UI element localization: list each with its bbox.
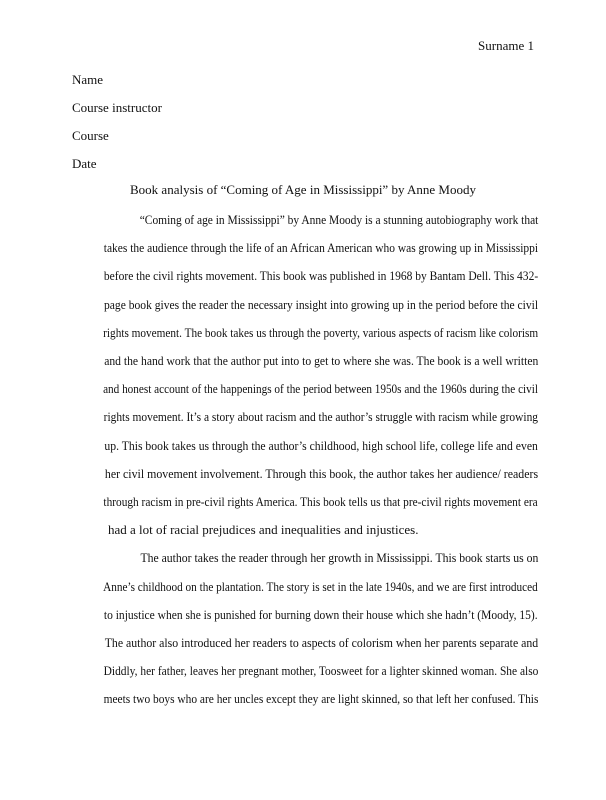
paragraph-line: and the hand work that the author put into to get to where she was. The book is a well written xyxy=(104,353,539,369)
essay-title: Book analysis of “Coming of Age in Mississippi” by Anne Moody xyxy=(130,182,476,197)
paragraph-line: page book gives the reader the necessary insight into growing up in the period before the civil xyxy=(104,296,539,312)
paragraph-1 xyxy=(72,206,538,544)
paragraph-line: had a lot of racial prejudices and inequalities and injustices. xyxy=(108,522,419,538)
paragraph-line: meets two boys who are her uncles except they are light skinned, so that left her confused. This xyxy=(103,691,539,707)
paragraph-line: takes the audience through the life of an African American who was growing up in Mississippi xyxy=(103,240,539,256)
paragraph-line: and honest account of the happenings of the period between 1950s and the 1960s during the civil xyxy=(103,381,539,397)
paragraph-line: “Coming of age in Mississippi” by Anne Moody is a stunning autobiography work that xyxy=(139,212,539,227)
paragraph-line: before the civil rights movement. This book was published in 1968 by Bantam Dell. This 432- xyxy=(103,268,539,284)
paragraph-line: Diddly, her father, leaves her pregnant mother, Toosweet for a lighter skinned woman. She also xyxy=(103,663,539,679)
paragraph-2 xyxy=(72,544,538,713)
date: Date xyxy=(72,156,97,171)
course-instructor: Course instructor xyxy=(72,100,162,115)
paragraph-line: to injustice when she is punished for burning down their house which she hadn’t (Moody, 15). xyxy=(103,606,538,622)
paragraph-line: up. This book takes us through the author’s childhood, high school life, college life and even xyxy=(104,437,538,453)
paragraph-line: Anne’s childhood on the plantation. The story is set in the late 1940s, and we are first introduced xyxy=(103,578,538,594)
student-name: Name xyxy=(72,72,104,87)
paragraph-line: The author also introduced her readers to aspects of colorism when her parents separate and xyxy=(104,635,539,651)
paragraph-line: rights movement. It’s a story about racism and the author’s struggle with racism while growing xyxy=(103,409,539,425)
paragraph-line: The author takes the reader through her growth in Mississippi. This book starts us on xyxy=(140,550,539,566)
essay-body xyxy=(72,206,538,714)
paragraph-line: through racism in pre-civil rights America. This book tells us that pre-civil rights movement era xyxy=(103,494,538,510)
paragraph-line: rights movement. The book takes us through the poverty, various aspects of racism like colorism xyxy=(103,324,539,340)
running-head: Surname 1 xyxy=(478,38,534,53)
course-name: Course xyxy=(72,128,109,143)
paragraph-line: her civil movement involvement. Through this book, the author takes her audience/ readers xyxy=(104,465,539,481)
